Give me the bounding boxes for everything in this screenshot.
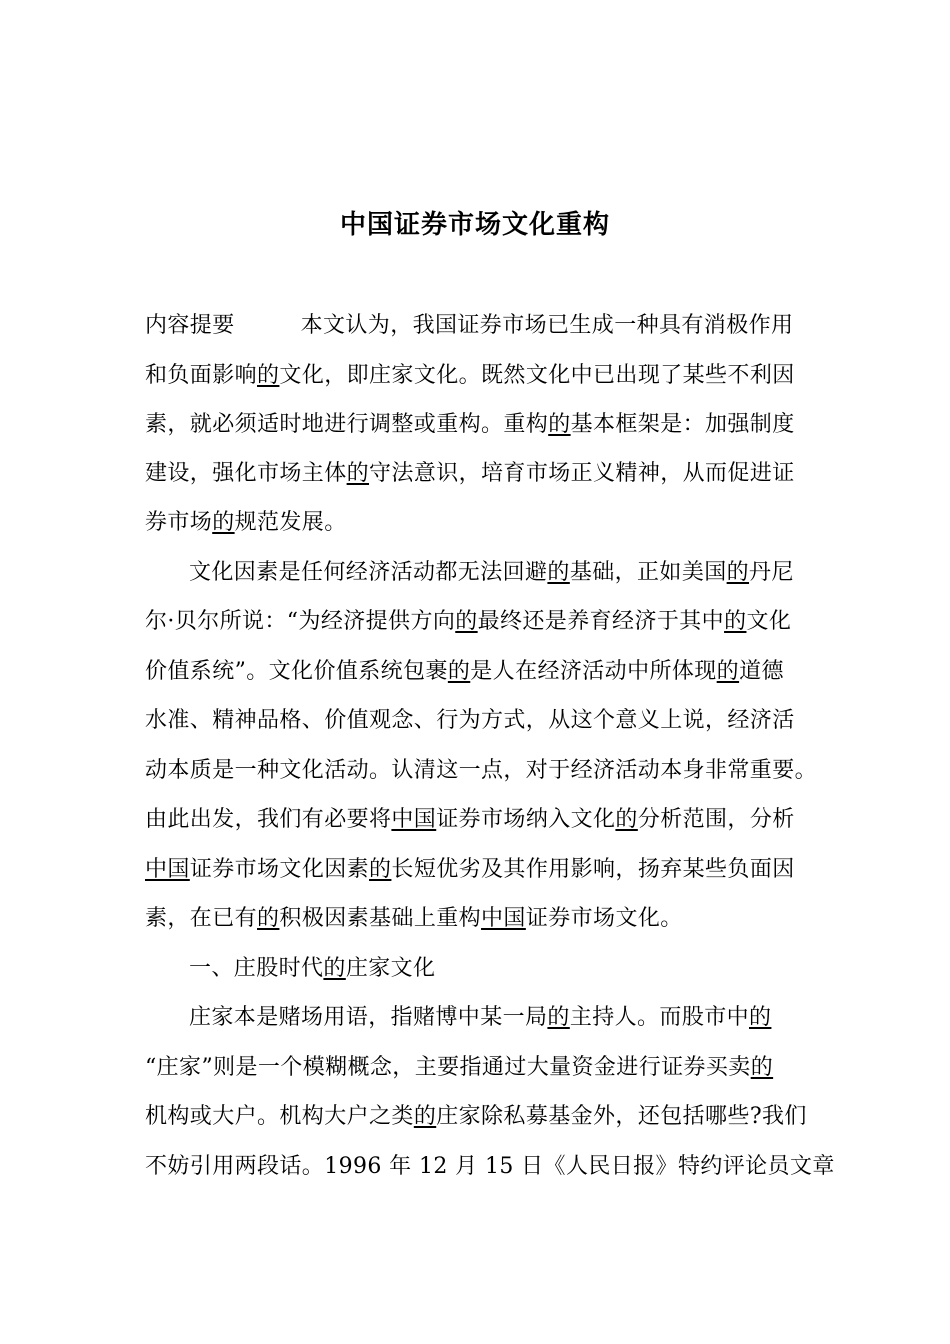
paragraph-line: [145, 855, 795, 885]
paragraph-line: [145, 508, 347, 538]
underlined-text: 的: [724, 609, 747, 634]
underlined-text: 的: [455, 609, 478, 634]
underlined-text: 的: [323, 956, 346, 981]
underlined-text: 的: [413, 1104, 437, 1129]
underlined-text: 的: [749, 1005, 772, 1030]
text-segment: 券市场: [145, 510, 213, 535]
text-segment: 本文认为，我国证券市场已生成一种具有消极作用: [300, 313, 794, 338]
text-segment: 是人在经济活动中所体现: [470, 659, 717, 684]
text-segment: 证券市场文化。: [525, 906, 683, 931]
text-segment: 长短优劣及其作用影响，扬弃某些负面因: [391, 857, 795, 882]
underlined-text: 的: [547, 1005, 570, 1030]
paragraph-line: [145, 706, 795, 736]
text-segment: 庄家除私募基金外，还包括哪些?我们: [436, 1104, 807, 1129]
underlined-text: 的: [750, 1055, 774, 1080]
text-segment: 主持人。而股市中: [569, 1005, 750, 1030]
text-segment: “庄家”则是一个模糊概念，主要指通过大量资金进行证券买卖: [145, 1055, 751, 1080]
underlined-text: 中国: [145, 857, 190, 882]
text-segment: 水准、精神品格、价值观念、行为方式，从这个意义上说，经济活: [145, 708, 795, 733]
text-segment: 证券市场纳入文化: [436, 807, 616, 832]
text-segment: 证券市场文化因素: [189, 857, 370, 882]
text-segment: 基本框架是：加强制度: [570, 412, 795, 437]
text-segment: 建设，强化市场主体: [145, 461, 347, 486]
paragraph-line: [145, 657, 784, 687]
text-segment: 丹尼: [749, 560, 794, 585]
text-segment: 规范发展。: [234, 510, 347, 535]
paragraph-line: [145, 459, 795, 489]
paragraph-line: [145, 1152, 835, 1182]
text-segment: 文化因素是任何经济活动都无法回避: [189, 560, 548, 585]
text-segment: 文化: [746, 609, 792, 634]
text-segment: 庄家本是赌场用语，指赌博中某一局: [189, 1005, 548, 1030]
text-segment: 由此出发，我们有必要将: [145, 807, 392, 832]
text-segment: 尔·贝尔所说：“为经济提供方向: [145, 609, 456, 634]
underlined-text: 的: [615, 807, 638, 832]
underlined-text: 的: [346, 461, 370, 486]
text-segment: 最终还是养育经济于其中: [477, 609, 725, 634]
underlined-text: 的: [369, 857, 392, 882]
text-segment: 一、庄股时代: [189, 956, 324, 981]
text-segment: 文化，即庄家文化。既然文化中已出现了某些不利因: [279, 363, 795, 388]
text-segment: 动本质是一种文化活动。认清这一点，对于经济活动本身非常重要。: [145, 758, 818, 783]
text-segment: 积极因素基础上重构: [279, 906, 482, 931]
underlined-text: 的: [212, 510, 235, 535]
paragraph-line: [189, 1003, 771, 1033]
paragraph-line: [145, 805, 795, 835]
underlined-text: 的: [547, 560, 570, 585]
underlined-text: 中国: [391, 807, 437, 832]
text-segment: 机构或大户。机构大户之类: [145, 1104, 414, 1129]
text-segment: 价值系统”。文化价值系统包裹: [145, 659, 448, 684]
paragraph-line: [145, 361, 795, 391]
paragraph-line: [145, 311, 793, 341]
text-segment: 和负面影响: [145, 363, 258, 388]
paragraph-line: [145, 756, 817, 786]
text-segment: 素，就必须适时地进行调整或重构。重构: [145, 412, 549, 437]
text-segment: 道德: [739, 659, 784, 684]
paragraph-line: [145, 1053, 773, 1083]
underlined-text: 中国: [481, 906, 526, 931]
section-heading: [189, 954, 435, 984]
underlined-text: 的: [548, 412, 571, 437]
text-segment: 庄家文化: [345, 956, 436, 981]
text-segment: 不妨引用两段话。1996 年 12 月 15 日《人民日报》特约评论员文章: [145, 1154, 835, 1179]
paragraph-line: [145, 904, 683, 934]
underlined-text: 的: [726, 560, 750, 585]
text-segment: 分析范围，分析: [637, 807, 795, 832]
text-segment: 基础，正如美国: [569, 560, 727, 585]
paragraph-line: [145, 1102, 807, 1132]
text-segment: 守法意识，培育市场正义精神，从而促进证: [369, 461, 795, 486]
underlined-text: 的: [447, 659, 471, 684]
underlined-text: 的: [257, 906, 280, 931]
paragraph-line: [145, 607, 791, 637]
abstract-label: 内容提要: [145, 313, 235, 338]
text-segment: 素，在已有: [145, 906, 258, 931]
document-title: 中国证券市场文化重构: [339, 210, 610, 240]
underlined-text: 的: [257, 363, 280, 388]
paragraph-line: [189, 558, 794, 588]
paragraph-line: [145, 410, 795, 440]
underlined-text: 的: [716, 659, 740, 684]
